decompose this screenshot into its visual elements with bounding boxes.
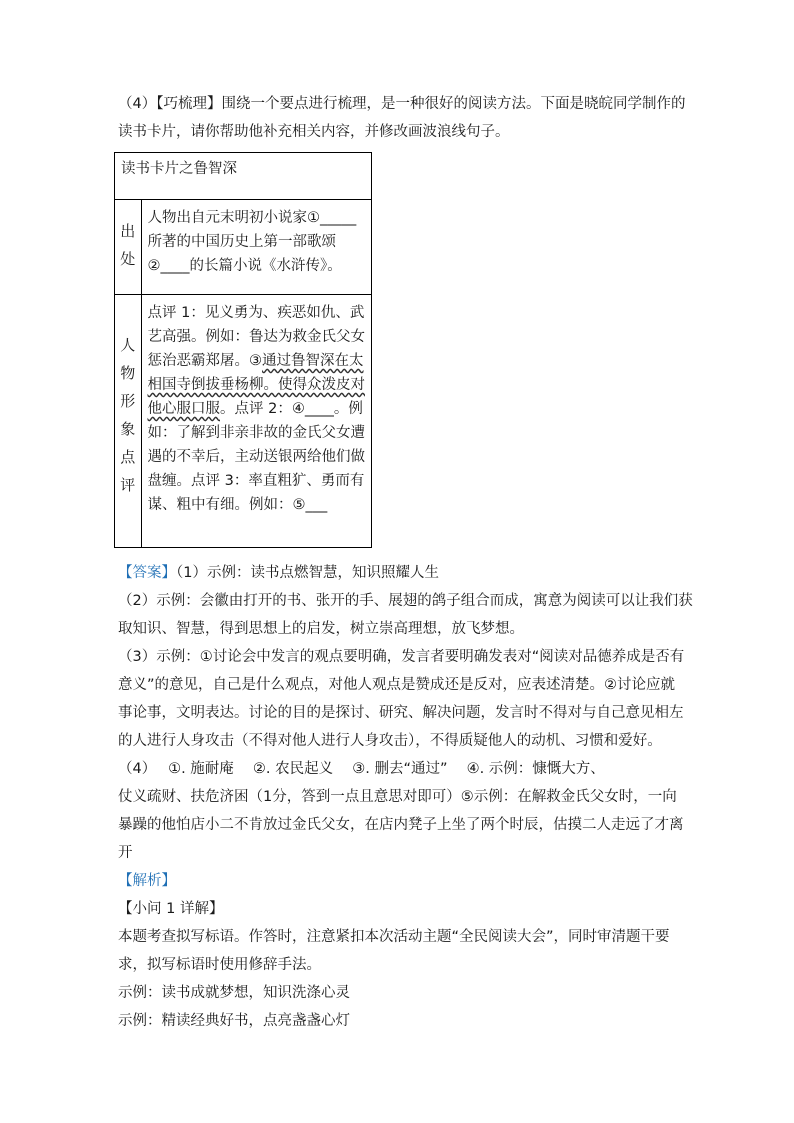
comment-line: 遇的不幸后，主动送银两给他们做 — [147, 449, 365, 465]
comment-line — [148, 373, 366, 397]
comment-line: 点评 1：见义勇为、疾恶如仇、武 — [147, 305, 365, 321]
analysis-paragraph-line-2: 求，拟写标语时使用修辞手法。 — [118, 957, 321, 973]
comment-line — [148, 397, 366, 421]
reading-card-table — [114, 152, 372, 548]
comment-line — [148, 349, 366, 373]
answer-4-line-3: 暴躁的他怕店小二不肯放过金氏父女，在店内凳子上坐了两个时辰，估摸二人走远了才离 — [118, 817, 684, 833]
answer-3-line-1: （3）示例：①讨论会中发言的观点要明确，发言者要明确发表对“阅读对品德养成是否有 — [118, 649, 685, 665]
card-title: 读书卡片之鲁智深 — [115, 153, 372, 200]
character-header-char: 点 — [120, 448, 136, 466]
comment-text: 惩治恶霸郑屠。③ — [147, 353, 262, 369]
comment-line: 谋、粗中有细。例如：⑤___ — [147, 497, 328, 513]
comment-line: 盘缠。点评 3：率直粗犷、勇而有 — [147, 473, 365, 489]
character-header-char: 物 — [120, 364, 136, 382]
answer-3-line-4: 的人进行人身攻击（不得对他人进行人身攻击），不得质疑他人的动机、习惯和爱好。 — [118, 733, 662, 749]
answer-4-line-4: 开 — [118, 845, 133, 861]
question-4-line-2: 读书卡片，请你帮助他补充相关内容，并修改画波浪线句子。 — [118, 124, 510, 140]
answer-4-line-2: 仗义疏财、扶危济困（1分，答到一点且意思对即可）⑤示例：在解救金氏父女时，一向 — [118, 789, 677, 805]
answer-3-line-2: 意义”的意见，自己是什么观点，对他人观点是赞成还是反对，应表述清楚。②讨论应就 — [118, 677, 676, 693]
source-line: ②____的长篇小说《水浒传》。 — [147, 258, 342, 274]
answer-text: （1）示例：读书点燃智慧，知识照耀人生 — [176, 565, 439, 581]
wavy-underlined-sentence: 通过鲁智深在太 — [262, 353, 364, 369]
sub-question-1-heading: 【小问 1 详解】 — [118, 901, 224, 917]
answer-4-line-1: （4） ①. 施耐庵 ②. 农民起义 ③. 删去“通过” ④. 示例：慷慨大方、 — [118, 761, 605, 777]
example-line-2: 示例：精读经典好书，点亮盏盏心灯 — [118, 1013, 350, 1029]
answer-tag: 【答案】 — [118, 565, 176, 581]
comment-text: 。点评 2：④____。例 — [220, 401, 363, 417]
character-header — [115, 295, 142, 548]
comment-line: 艺高强。例如：鲁达为救金氏父女 — [147, 329, 365, 345]
wavy-underlined-sentence: 他心服口服 — [147, 401, 220, 417]
source-header — [115, 200, 142, 295]
character-header-char: 人 — [120, 336, 136, 354]
character-header-char: 评 — [120, 476, 136, 494]
source-line: 所著的中国历史上第一部歌颂 — [147, 234, 336, 250]
wavy-underlined-sentence: 相国寺倒拔垂杨柳。使得众泼皮对 — [147, 377, 365, 393]
answer-line-1 — [118, 562, 439, 584]
source-line: 人物出自元末明初小说家①_____ — [147, 210, 357, 226]
character-header-char: 象 — [120, 420, 136, 438]
character-header-char: 形 — [120, 392, 136, 410]
example-line-1: 示例：读书成就梦想，知识洗涤心灵 — [118, 985, 350, 1001]
question-4-line-1: （4）【巧梳理】围绕一个要点进行梳理，是一种很好的阅读方法。下面是晓皖同学制作的 — [118, 96, 686, 112]
character-comment-cell — [141, 295, 372, 548]
answer-2-line-2: 取知识、智慧，得到思想上的启发，树立崇高理想，放飞梦想。 — [118, 621, 524, 637]
analysis-paragraph-line-1: 本题考查拟写标语。作答时，注意紧扣本次活动主题“全民阅读大会”，同时审清题干要 — [118, 929, 670, 945]
answer-2-line-1: （2）示例：会徽由打开的书、张开的手、展翅的鸽子组合而成，寓意为阅读可以让我们获 — [118, 593, 693, 609]
analysis-tag: 【解析】 — [118, 873, 176, 889]
source-header-char: 处 — [120, 250, 136, 268]
comment-line: 如：了解到非亲非故的金氏父女遭 — [147, 425, 365, 441]
answer-3-line-3: 事论事，文明表达。讨论的目的是探讨、研究、解决问题，发言时不得对与自己意见相左 — [118, 705, 684, 721]
source-header-char: 出 — [120, 222, 136, 240]
source-cell — [141, 200, 372, 295]
